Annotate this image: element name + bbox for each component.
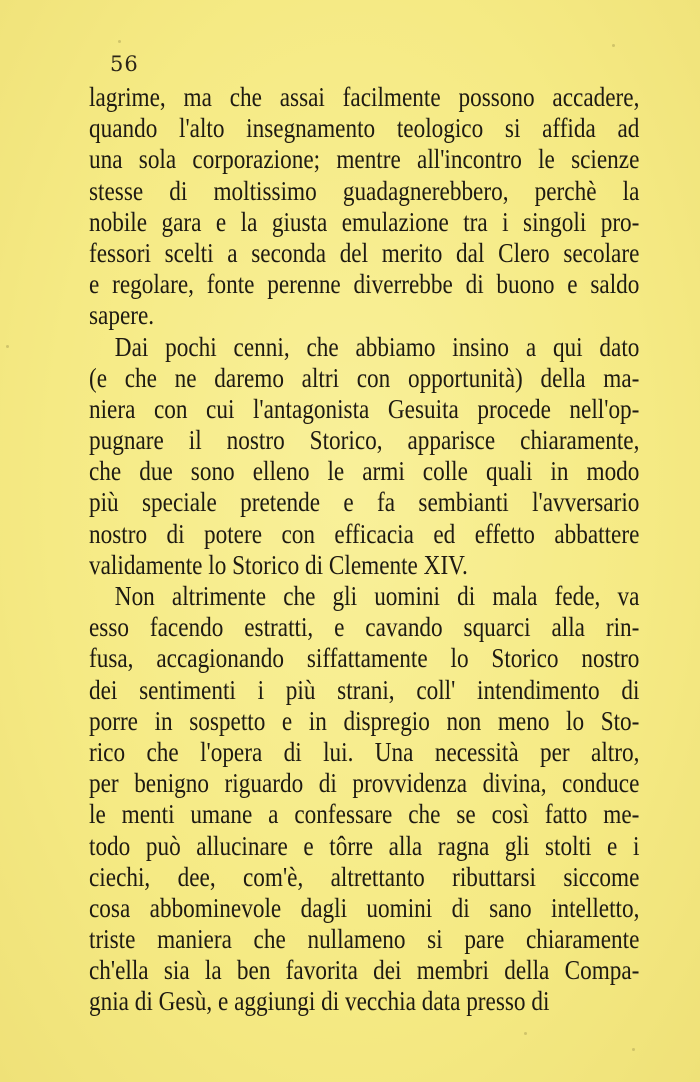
paper-speck [612, 44, 615, 47]
text-line: una sola corporazione; mentre all'incontro le scienze [89, 144, 640, 175]
text-line: dei sentimenti i più strani, coll' intendimento di [89, 674, 640, 705]
text-line: (e che ne daremo altri con opportunità) della ma- [89, 362, 640, 393]
text-line: Non altrimente che gli uomini di mala fede, va [114, 581, 640, 611]
text-line: triste maniera che nullameno si pare chiaramente [89, 924, 640, 955]
paper-speck [6, 345, 9, 348]
text-line: ch'ella sia la ben favorita dei membri della Compa- [89, 955, 640, 986]
text-line: stesse di moltissimo guadagnerebbero, perchè la [89, 175, 640, 206]
text-line: nostro di potere con efficacia ed effetto abbattere [89, 518, 640, 549]
text-line: più speciale pretende e fa sembianti l'avversario [89, 487, 640, 518]
paper-speck [632, 1048, 635, 1051]
body-text [89, 82, 640, 1018]
text-line: fusa, accagionando siffattamente lo Storico nostro [89, 643, 640, 674]
text-line: porre in sospetto e in dispregio non meno lo Sto- [89, 705, 640, 736]
text-line: pugnare il nostro Storico, apparisce chiaramente, [89, 425, 640, 456]
text-line: e regolare, fonte perenne diverrebbe di buono e saldo [89, 269, 640, 300]
text-line: nobile gara e la giusta emulazione tra i singoli pro- [89, 206, 640, 237]
text-line: niera con cui l'antagonista Gesuita procede nell'op- [89, 393, 640, 424]
text-line: quando l'alto insegnamento teologico si affida ad [89, 113, 640, 144]
text-line: sapere. [89, 300, 155, 331]
text-line: gnia di Gesù, e aggiungi di vecchia data presso di [89, 986, 550, 1017]
text-line: lagrime, ma che assai facilmente possono accadere, [89, 82, 640, 112]
text-line: che due sono elleno le armi colle quali in modo [89, 456, 640, 487]
text-line: validamente lo Storico di Clemente XIV. [89, 549, 468, 580]
paper-speck [118, 40, 121, 43]
text-line: ciechi, dee, com'è, altrettanto ributtarsi siccome [89, 861, 640, 892]
paper-speck [524, 1032, 527, 1035]
text-line: rico che l'opera di lui. Una necessità per altro, [89, 736, 640, 767]
text-line: todo può allucinare e tôrre alla ragna gli stolti e i [89, 830, 640, 861]
text-line: le menti umane a confessare che se così fatto me- [89, 799, 640, 830]
text-line: esso facendo estratti, e cavando squarci alla rin- [89, 612, 640, 643]
text-line: cosa abbominevole dagli uomini di sano intelletto, [89, 892, 640, 923]
text-line: Dai pochi cenni, che abbiamo insino a qui dato [114, 331, 640, 362]
text-line: fessori scelti a seconda del merito dal Clero secolare [89, 237, 640, 268]
page-number: 56 [110, 52, 139, 76]
text-line: per benigno riguardo di provvidenza divina, conduce [89, 768, 640, 799]
